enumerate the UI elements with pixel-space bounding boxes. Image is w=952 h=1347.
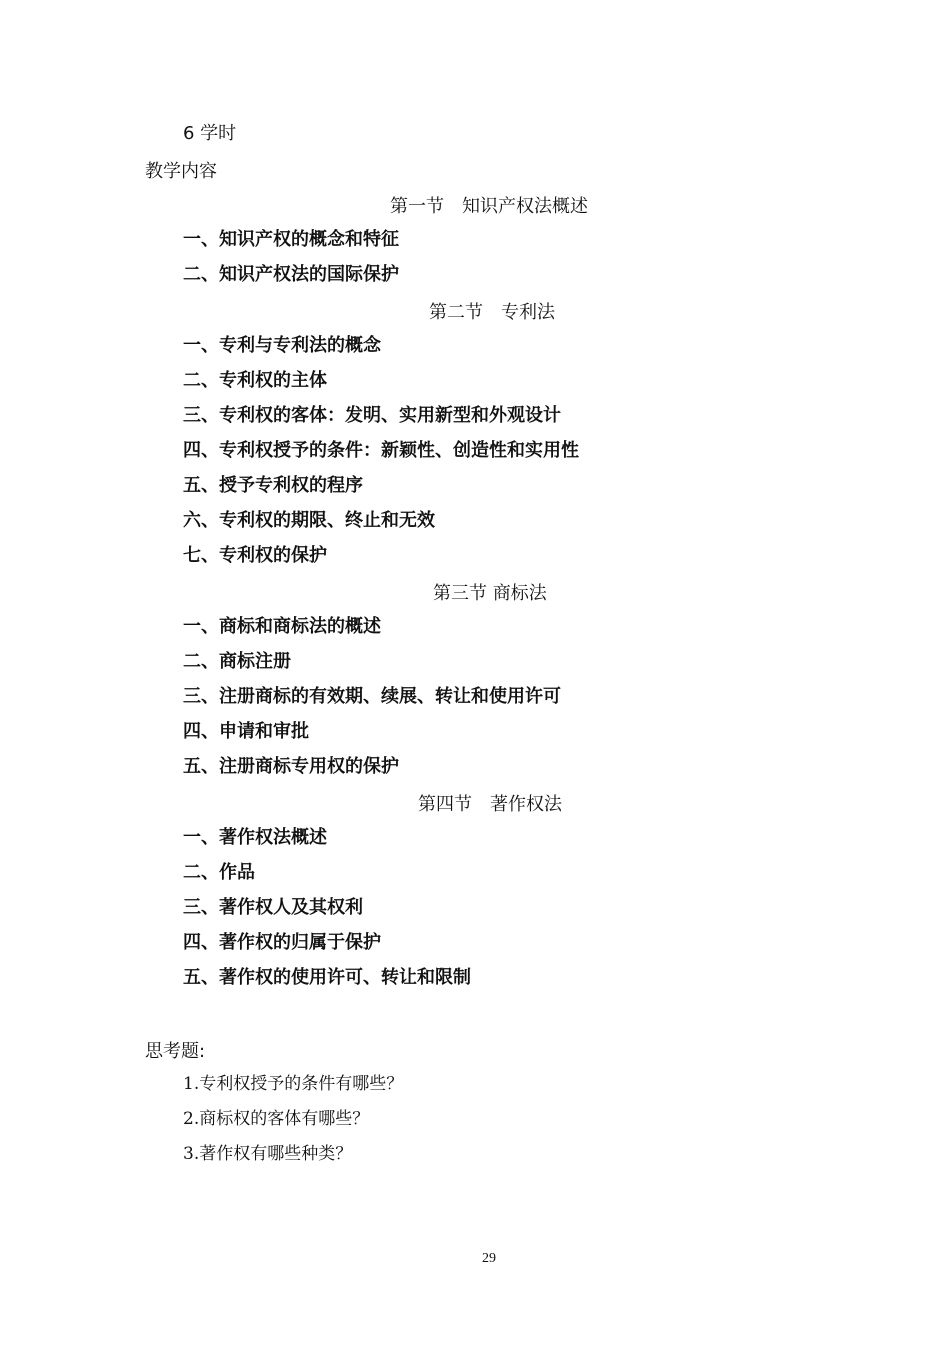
list-item: 一、商标和商标法的概述 xyxy=(183,616,381,637)
list-item: 五、注册商标专用权的保护 xyxy=(183,756,399,777)
list-item: 一、知识产权的概念和特征 xyxy=(183,229,399,250)
list-item: 五、授予专利权的程序 xyxy=(183,475,363,496)
list-item: 三、著作权人及其权利 xyxy=(183,897,363,918)
section-title: 第三节 商标法 xyxy=(433,583,547,604)
list-item: 二、作品 xyxy=(183,862,255,883)
list-item: 四、专利权授予的条件：新颖性、创造性和实用性 xyxy=(183,440,579,461)
list-item: 七、专利权的保护 xyxy=(183,545,327,566)
list-item: 一、专利与专利法的概念 xyxy=(183,335,381,356)
list-item: 四、申请和审批 xyxy=(183,721,309,742)
page-number: 29 xyxy=(482,1251,496,1266)
list-item: 四、著作权的归属于保护 xyxy=(183,932,381,953)
list-item: 五、著作权的使用许可、转让和限制 xyxy=(183,967,471,988)
list-item: 二、专利权的主体 xyxy=(183,370,327,391)
question-item: 2.商标权的客体有哪些？ xyxy=(183,1109,370,1129)
section-title: 第一节 知识产权法概述 xyxy=(390,196,588,217)
list-item: 二、知识产权法的国际保护 xyxy=(183,264,399,285)
list-item: 六、专利权的期限、终止和无效 xyxy=(183,510,435,531)
list-item: 二、商标注册 xyxy=(183,651,291,672)
section-title: 第四节 著作权法 xyxy=(418,794,562,815)
list-item: 一、著作权法概述 xyxy=(183,827,327,848)
question-item: 3.著作权有哪些种类？ xyxy=(183,1144,353,1164)
list-item: 三、注册商标的有效期、续展、转让和使用许可 xyxy=(183,686,561,707)
question-item: 1.专利权授予的条件有哪些？ xyxy=(183,1074,404,1094)
teaching-content-label: 教学内容 xyxy=(145,161,217,182)
list-item: 三、专利权的客体：发明、实用新型和外观设计 xyxy=(183,405,561,426)
hours-line: 6 学时 xyxy=(183,123,237,144)
section-title: 第二节 专利法 xyxy=(429,302,555,323)
questions-label: 思考题: xyxy=(145,1041,206,1062)
